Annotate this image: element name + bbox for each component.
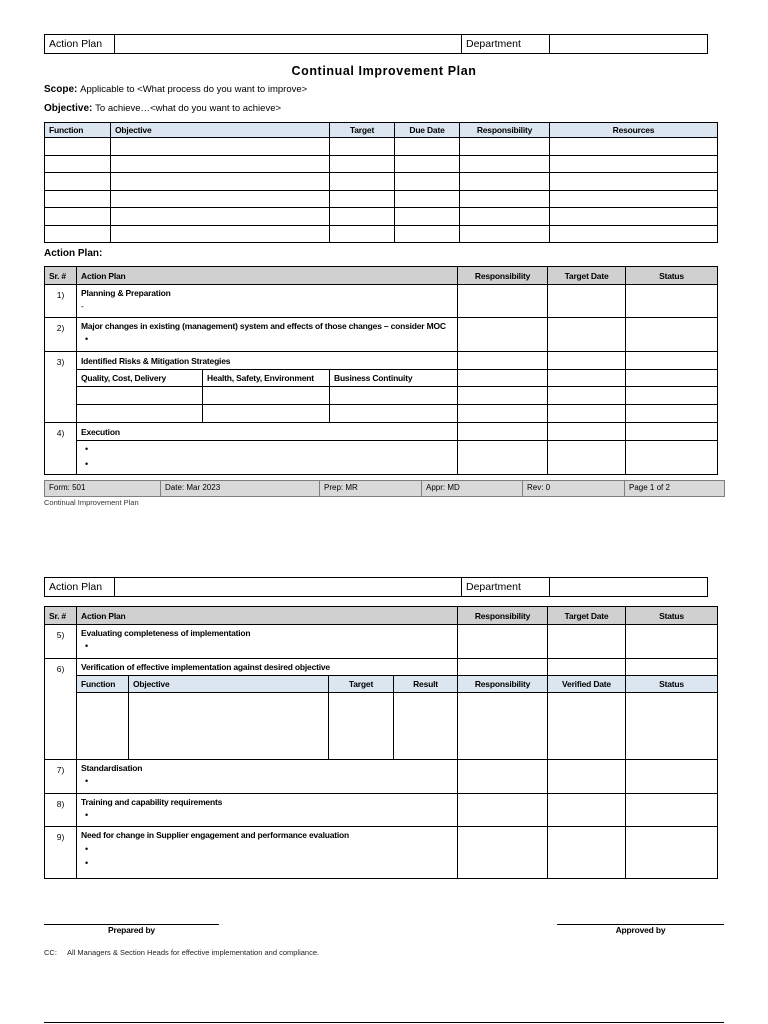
row-bullet: • (85, 641, 89, 651)
table-row (45, 405, 718, 423)
row-number: 6) (45, 659, 77, 760)
row-bullet: • (85, 334, 89, 344)
row-bullet: • (85, 844, 89, 854)
cc-line (44, 948, 319, 957)
row-number: 7) (45, 760, 77, 794)
row-title: Standardisation (81, 763, 143, 773)
verify-col-responsibility: Responsibility (458, 676, 548, 693)
footer-caption: Continual Improvement Plan (44, 498, 139, 507)
row-content (77, 827, 458, 879)
form-date: Date: Mar 2023 (161, 481, 320, 496)
cc-label: CC: (44, 948, 57, 957)
action-plan-field[interactable] (115, 35, 462, 54)
verify-col-target: Target (329, 676, 394, 693)
action-plan-table-page-2 (44, 606, 718, 879)
row-number: 1) (45, 285, 77, 318)
risk-hse-label: Health, Safety, Environment (203, 370, 330, 387)
row-number: 2) (45, 318, 77, 352)
department-field[interactable] (550, 35, 708, 54)
table-row (45, 352, 718, 370)
row-bullet: • (85, 444, 89, 454)
verify-col-result: Result (394, 676, 458, 693)
table-row (45, 225, 718, 243)
approved-initials: Appr: MD (422, 481, 523, 496)
table-row (45, 659, 718, 676)
objective-label: Objective: (44, 103, 93, 114)
verify-col-status: Status (626, 676, 718, 693)
col-sr: Sr. # (45, 607, 77, 625)
cc-text: All Managers & Section Heads for effective implementation and compliance. (67, 948, 320, 957)
row-title: Major changes in existing (management) system and effects of those changes – consider MOC (81, 321, 446, 331)
row-number: 8) (45, 794, 77, 827)
action-plan-table (44, 266, 718, 475)
action-plan-label: Action Plan (45, 578, 115, 597)
prepared-initials: Prep: MR (320, 481, 422, 496)
department-field[interactable] (550, 578, 708, 597)
col-responsibility: Responsibility (460, 123, 550, 138)
row-content (77, 794, 458, 827)
verify-col-objective: Objective (129, 676, 329, 693)
row-title: Training and capability requirements (81, 797, 223, 807)
header-table-page-2 (44, 577, 708, 597)
table-row (45, 190, 718, 208)
risk-subheader-row (45, 370, 718, 387)
page-number: Page 1 of 2 (629, 483, 670, 492)
table-row (45, 827, 718, 879)
row-bullet: - (81, 301, 84, 311)
row-title: Evaluating completeness of implementation (81, 628, 251, 638)
col-resources: Resources (550, 123, 718, 138)
verification-header-row (45, 676, 718, 693)
table-row (45, 138, 718, 156)
row-content (77, 318, 458, 352)
risk-bc-label: Business Continuity (330, 370, 458, 387)
col-status: Status (626, 607, 718, 625)
table-row (45, 760, 718, 794)
col-function: Function (45, 123, 111, 138)
verify-col-verified-date: Verified Date (548, 676, 626, 693)
row-number: 5) (45, 625, 77, 659)
col-objective: Objective (111, 123, 330, 138)
row-number: 3) (45, 352, 77, 423)
scope-label: Scope: (44, 84, 78, 95)
row-title: Verification of effective implementation against desired objective (77, 659, 458, 676)
table-row (45, 285, 718, 318)
action-plan-field[interactable] (115, 578, 462, 597)
row-title: Execution (77, 423, 458, 441)
table-row (45, 173, 718, 191)
col-action-plan: Action Plan (77, 607, 458, 625)
col-target-date: Target Date (548, 267, 626, 285)
col-due-date: Due Date (395, 123, 460, 138)
row-content (77, 285, 458, 318)
row-title: Planning & Preparation (81, 288, 171, 298)
table-row (45, 625, 718, 659)
table-row (45, 387, 718, 405)
col-target: Target (330, 123, 395, 138)
row-title: Need for change in Supplier engagement and performance evaluation (81, 830, 350, 840)
scope-text: Applicable to <What process do you want to improve> (80, 84, 308, 95)
row-content (77, 441, 458, 475)
action-plan-heading: Action Plan: (44, 248, 103, 259)
table-row (45, 423, 718, 441)
table-row (45, 441, 718, 475)
page-divider (44, 1022, 724, 1023)
table-row (45, 794, 718, 827)
row-number: 9) (45, 827, 77, 879)
row-bullet: • (85, 776, 89, 786)
header-table (44, 34, 708, 54)
department-label: Department (462, 578, 550, 597)
row-title: Identified Risks & Mitigation Strategies (77, 352, 458, 370)
prepared-by-label: Prepared by (108, 925, 155, 935)
risk-qcd-label: Quality, Cost, Delivery (77, 370, 203, 387)
objective-text: To achieve…<what do you want to achieve> (95, 103, 282, 114)
page-title: Continual Improvement Plan (291, 64, 477, 78)
row-bullet: • (85, 858, 89, 868)
row-content (77, 625, 458, 659)
table-row (45, 693, 718, 760)
col-responsibility: Responsibility (458, 267, 548, 285)
table-row (45, 318, 718, 352)
objective-line (44, 103, 281, 114)
col-status: Status (626, 267, 718, 285)
row-bullet: • (85, 810, 89, 820)
col-action-plan: Action Plan (77, 267, 458, 285)
document-footer-bar (44, 480, 725, 497)
form-number: Form: 501 (45, 481, 161, 496)
row-bullet: • (85, 459, 89, 469)
scope-line (44, 84, 307, 95)
department-label: Department (462, 35, 550, 54)
col-responsibility: Responsibility (458, 607, 548, 625)
verify-col-function: Function (77, 676, 129, 693)
col-sr: Sr. # (45, 267, 77, 285)
revision: Rev: 0 (523, 481, 625, 496)
col-target-date: Target Date (548, 607, 626, 625)
objectives-table (44, 122, 718, 243)
row-content (77, 760, 458, 794)
action-plan-label: Action Plan (45, 35, 115, 54)
row-number: 4) (45, 423, 77, 475)
table-row (45, 208, 718, 226)
table-row (45, 155, 718, 173)
approved-by-label: Approved by (615, 925, 666, 935)
